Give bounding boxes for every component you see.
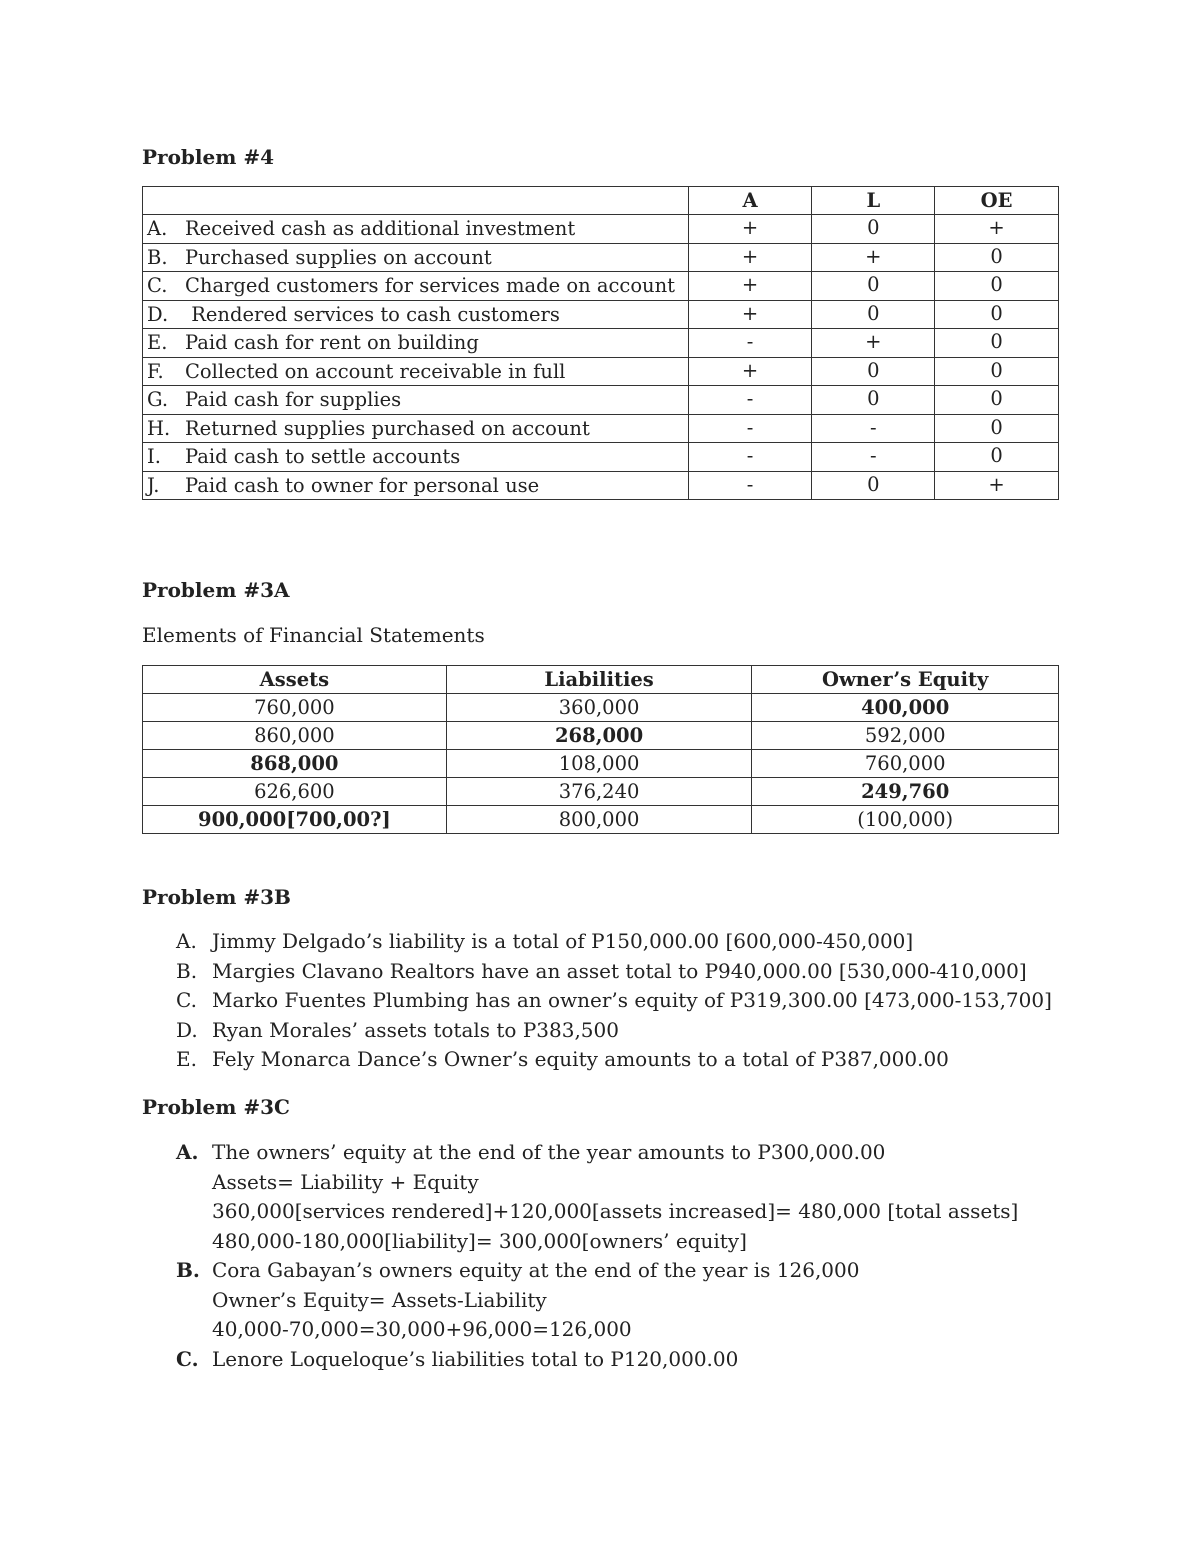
table-row bbox=[143, 272, 1059, 301]
problem3b-title: Problem #3B bbox=[142, 885, 291, 909]
cell-a: + bbox=[688, 215, 812, 244]
cell-assets: 760,000 bbox=[143, 694, 447, 722]
cell-l: 0 bbox=[812, 386, 935, 415]
cell-a: - bbox=[688, 386, 812, 415]
row-letter: G. bbox=[147, 388, 169, 411]
item-text: Jimmy Delgado’s liability is a total of P150,000.00 [600,000-450,000] bbox=[212, 929, 914, 953]
cell-liabilities: 376,240 bbox=[446, 778, 752, 806]
cell-liabilities: 800,000 bbox=[446, 806, 752, 834]
item-text: Lenore Loqueloque’s liabilities total to P120,000.00 bbox=[212, 1346, 739, 1371]
item-text: Ryan Morales’ assets totals to P383,500 bbox=[212, 1017, 619, 1042]
cell-a: - bbox=[688, 471, 812, 500]
cell-l: + bbox=[812, 329, 935, 358]
cell-liabilities: 360,000 bbox=[446, 694, 752, 722]
list-item bbox=[176, 1045, 1052, 1075]
problem3a-title: Problem #3A bbox=[142, 578, 290, 602]
item-letter: C. bbox=[176, 1346, 199, 1371]
item-letter: A. bbox=[176, 1140, 199, 1164]
item-letter: B. bbox=[176, 958, 198, 983]
problem3c-title: Problem #3C bbox=[142, 1095, 290, 1119]
row-description bbox=[143, 243, 689, 272]
header-assets: A bbox=[688, 187, 812, 215]
row-letter: E. bbox=[147, 331, 168, 354]
table-row bbox=[143, 386, 1059, 415]
list-item bbox=[176, 986, 1052, 1016]
problem3b-list bbox=[176, 927, 1052, 1075]
cell-liabilities: 108,000 bbox=[446, 750, 752, 778]
table-row bbox=[143, 778, 1059, 806]
item-text: Margies Clavano Realtors have an asset total to P940,000.00 [530,000-410,000] bbox=[212, 958, 1027, 983]
row-letter: D. bbox=[147, 302, 169, 326]
list-item bbox=[176, 1345, 1018, 1375]
row-text: Paid cash for supplies bbox=[185, 388, 402, 411]
calculation-line: 480,000-180,000[liability]= 300,000[owners’ equity] bbox=[212, 1228, 747, 1253]
cell-oe: 0 bbox=[935, 386, 1059, 415]
item-text: Fely Monarca Dance’s Owner’s equity amounts to a total of P387,000.00 bbox=[212, 1047, 949, 1071]
problem3a-table bbox=[142, 665, 1059, 834]
calculation-line: 360,000[services rendered]+120,000[assets increased]= 480,000 [total assets] bbox=[212, 1199, 1019, 1223]
header-liabilities: L bbox=[812, 187, 935, 215]
header-blank bbox=[143, 187, 689, 215]
row-letter: I. bbox=[147, 445, 161, 468]
cell-oe: 0 bbox=[935, 272, 1059, 301]
cell-a: - bbox=[688, 329, 812, 358]
row-text: Purchased supplies on account bbox=[185, 245, 492, 269]
table-row bbox=[143, 471, 1059, 500]
list-item bbox=[176, 1138, 1018, 1168]
table-row bbox=[143, 414, 1059, 443]
cell-oe: + bbox=[935, 471, 1059, 500]
list-item bbox=[176, 927, 1052, 957]
row-letter: B. bbox=[147, 245, 168, 269]
calculation-line: Assets= Liability + Equity bbox=[212, 1169, 479, 1194]
item-text: Cora Gabayan’s owners equity at the end of the year is 126,000 bbox=[212, 1258, 860, 1282]
cell-assets: 626,600 bbox=[143, 778, 447, 806]
row-letter: C. bbox=[147, 274, 168, 297]
cell-a: + bbox=[688, 300, 812, 329]
cell-l: 0 bbox=[812, 272, 935, 301]
table-header-row bbox=[143, 187, 1059, 215]
cell-owners-equity: (100,000) bbox=[752, 806, 1059, 834]
table-row bbox=[143, 357, 1059, 386]
cell-owners-equity: 592,000 bbox=[752, 722, 1059, 750]
list-item bbox=[176, 957, 1052, 987]
cell-oe: 0 bbox=[935, 329, 1059, 358]
cell-owners-equity: 760,000 bbox=[752, 750, 1059, 778]
header-assets: Assets bbox=[143, 666, 447, 694]
row-text: Charged customers for services made on account bbox=[185, 274, 676, 297]
table-row bbox=[143, 329, 1059, 358]
cell-assets: 868,000 bbox=[143, 750, 447, 778]
calculation-line: 40,000-70,000=30,000+96,000=126,000 bbox=[212, 1317, 632, 1341]
row-description bbox=[143, 357, 689, 386]
row-letter: J. bbox=[147, 473, 160, 497]
problem3a-subtitle: Elements of Financial Statements bbox=[142, 623, 485, 647]
table-row bbox=[143, 215, 1059, 244]
cell-owners-equity: 249,760 bbox=[752, 778, 1059, 806]
cell-oe: 0 bbox=[935, 443, 1059, 472]
table-row bbox=[143, 694, 1059, 722]
item-letter: D. bbox=[176, 1017, 198, 1042]
cell-liabilities: 268,000 bbox=[446, 722, 752, 750]
cell-a: + bbox=[688, 243, 812, 272]
item-text: The owners’ equity at the end of the year amounts to P300,000.00 bbox=[212, 1140, 886, 1164]
header-owners-equity: OE bbox=[935, 187, 1059, 215]
cell-a: - bbox=[688, 414, 812, 443]
row-description bbox=[143, 329, 689, 358]
cell-a: + bbox=[688, 272, 812, 301]
row-text: Collected on account receivable in full bbox=[185, 359, 566, 383]
cell-l: 0 bbox=[812, 471, 935, 500]
cell-l: + bbox=[812, 243, 935, 272]
row-description bbox=[143, 471, 689, 500]
item-text: Marko Fuentes Plumbing has an owner’s equity of P319,300.00 [473,000-153,700] bbox=[212, 988, 1052, 1012]
list-item bbox=[176, 1016, 1052, 1046]
row-text: Paid cash to settle accounts bbox=[185, 445, 461, 468]
row-text: Received cash as additional investment bbox=[185, 217, 576, 240]
row-description bbox=[143, 215, 689, 244]
row-text: Paid cash for rent on building bbox=[185, 331, 479, 354]
row-letter: F. bbox=[147, 359, 164, 383]
cell-assets: 860,000 bbox=[143, 722, 447, 750]
row-description bbox=[143, 443, 689, 472]
cell-l: 0 bbox=[812, 300, 935, 329]
row-text: Rendered services to cash customers bbox=[185, 302, 560, 326]
table-row bbox=[143, 750, 1059, 778]
cell-l: 0 bbox=[812, 215, 935, 244]
table-row bbox=[143, 722, 1059, 750]
cell-owners-equity: 400,000 bbox=[752, 694, 1059, 722]
row-text: Paid cash to owner for personal use bbox=[185, 473, 540, 497]
row-text: Returned supplies purchased on account bbox=[185, 416, 590, 440]
row-description bbox=[143, 386, 689, 415]
header-liabilities: Liabilities bbox=[446, 666, 752, 694]
row-description bbox=[143, 272, 689, 301]
item-letter: C. bbox=[176, 988, 197, 1012]
table-row bbox=[143, 300, 1059, 329]
problem4-title: Problem #4 bbox=[142, 145, 275, 169]
table-row bbox=[143, 243, 1059, 272]
table-row bbox=[143, 806, 1059, 834]
row-letter: A. bbox=[147, 217, 168, 240]
row-description bbox=[143, 414, 689, 443]
table-header-row bbox=[143, 666, 1059, 694]
problem4-table bbox=[142, 186, 1059, 500]
cell-oe: 0 bbox=[935, 243, 1059, 272]
cell-l: - bbox=[812, 414, 935, 443]
item-letter: B. bbox=[176, 1258, 200, 1282]
problem3c-list bbox=[176, 1138, 1018, 1374]
cell-l: 0 bbox=[812, 357, 935, 386]
item-letter: E. bbox=[176, 1047, 197, 1071]
row-description bbox=[143, 300, 689, 329]
cell-oe: + bbox=[935, 215, 1059, 244]
cell-a: + bbox=[688, 357, 812, 386]
item-letter: A. bbox=[176, 929, 197, 953]
list-item bbox=[176, 1256, 1018, 1286]
cell-oe: 0 bbox=[935, 414, 1059, 443]
cell-l: - bbox=[812, 443, 935, 472]
cell-a: - bbox=[688, 443, 812, 472]
header-owners-equity: Owner’s Equity bbox=[752, 666, 1059, 694]
row-letter: H. bbox=[147, 416, 171, 440]
cell-oe: 0 bbox=[935, 300, 1059, 329]
calculation-line: Owner’s Equity= Assets-Liability bbox=[212, 1287, 547, 1312]
table-row bbox=[143, 443, 1059, 472]
cell-assets: 900,000[700,00?] bbox=[143, 806, 447, 834]
cell-oe: 0 bbox=[935, 357, 1059, 386]
